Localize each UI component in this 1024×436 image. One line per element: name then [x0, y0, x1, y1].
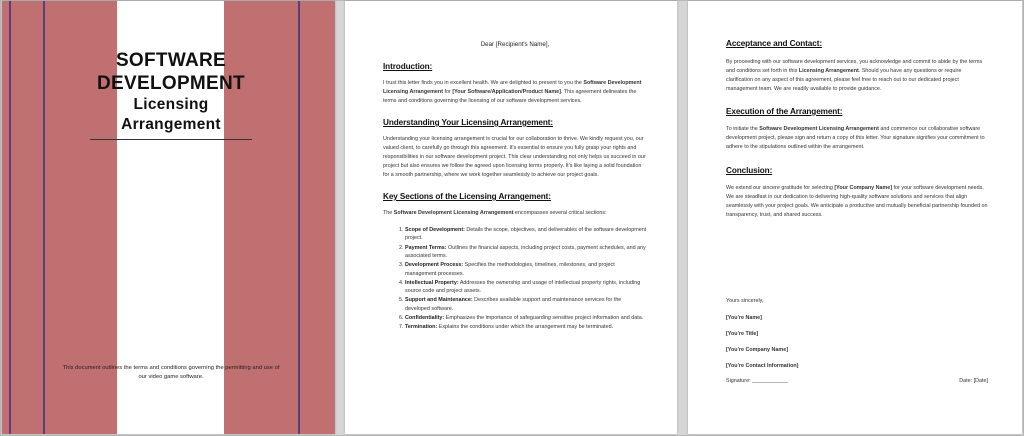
date-field: Date: [Date] [959, 378, 988, 384]
cover-title-line: DEVELOPMENT [97, 73, 245, 94]
intro-paragraph: I trust this letter finds you in excellent health. We are delighted to present to you the Software Development Licensing Arrangement for [Your Software/Application/Product Name]. This agreement delineates the terms and conditions governing the licensing of our software development services. [383, 80, 642, 104]
signature-row [726, 378, 988, 384]
key-sections-heading: Key Sections of the Licensing Arrangement: [383, 192, 551, 201]
signature-field: Signature: ____________ [726, 378, 789, 384]
list-item: 4. Intellectual Property: Addresses the ownership and usage of intellectual property rights, including source code and project assets. [405, 279, 647, 296]
intro-heading: Introduction: [383, 62, 433, 71]
list-item: 3. Development Process: Specifies the methodologies, timelines, milestones, and project management processes. [405, 261, 647, 278]
cover-description: This document outlines the terms and conditions governing the permitting and use of our video game software. [62, 365, 280, 380]
sender-name: [You're Name] [726, 315, 762, 321]
closing-text: Yours sincerely, [726, 298, 764, 304]
cover-stripe-line [298, 1, 300, 434]
list-item: 7. Termination: Explains the conditions under which the arrangement may be terminated. [405, 323, 647, 331]
list-item: 5. Support and Maintenance: Describes available support and maintenance services for the developed software. [405, 296, 647, 313]
key-sections-list [383, 226, 647, 332]
cover-subtitle-line: Arrangement [121, 116, 221, 133]
letter-page-1 [345, 1, 677, 434]
cover-stripe-line [9, 1, 11, 434]
cover-title-rule [90, 139, 252, 140]
acceptance-heading: Acceptance and Contact: [726, 39, 822, 48]
acceptance-paragraph: By proceeding with our software development services, you acknowledge and commit to abide by the terms and conditions set forth in this Licensing Arrangement. Should you have any questions or require clarification on any aspect of this agreement, please feel free to reach out to our dedicated project management team. We are readily available to provide guidance. [726, 59, 983, 92]
cover-title [82, 49, 260, 140]
sender-title: [You're Title] [726, 331, 759, 337]
execution-paragraph: To initiate the Software Development Licensing Arrangement and commence our collaborative software development project, please sign and return a copy of this letter. Your signature signifies your commitment to adhere to the stipulations outlined within the arrangement. [726, 126, 985, 150]
cover-page [2, 1, 335, 434]
understanding-heading: Understanding Your Licensing Arrangement: [383, 118, 553, 127]
list-item: 1. Scope of Development: Details the scope, objectives, and deliverables of the software development project. [405, 226, 647, 243]
letter-page-2 [688, 1, 1022, 434]
cover-title-line: SOFTWARE [115, 50, 227, 71]
conclusion-heading: Conclusion: [726, 166, 773, 175]
sender-company: [You're Company Name] [726, 347, 788, 353]
understanding-paragraph: Understanding your licensing arrangement is crucial for our collaboration to thrive. We kindly request you, our valued client, to carefully go through this agreement. It's essential to ensure you fully grasp your rights and responsibilities in our software development project. This clear understanding not only helps us succeed in our project but also ensures we follow the agreed upon licensing terms properly. It's like laying a solid foundation for a smooth partnership, where we work together seamlessly to achieve our project goals. [383, 136, 646, 178]
signature-block [726, 297, 988, 384]
list-item: 6. Confidentiality: Emphasizes the importance of safeguarding sensitive project information and data. [405, 314, 647, 322]
cover-subtitle-line: Licensing [133, 96, 209, 113]
key-sections-intro: The Software Development Licensing Arrangement encompasses several critical sections: [383, 210, 607, 216]
execution-heading: Execution of the Arrangement: [726, 107, 843, 116]
sender-contact: [You're Contact Information] [726, 363, 799, 369]
list-item: 2. Payment Terms: Outlines the financial aspects, including project costs, payment schedules, and any associated terms. [405, 244, 647, 261]
greeting: Dear [Recipient's Name], [480, 41, 550, 48]
cover-stripe-line [43, 1, 45, 434]
conclusion-paragraph: We extend our sincere gratitude for selecting [Your Company Name] for your software development needs. We are steadfast in our dedication to delivering high-quality software solutions and services that align seamlessly with your project goals. We anticipate a productive and mutually beneficial partnership founded on transparency, trust, and shared success. [726, 185, 988, 218]
